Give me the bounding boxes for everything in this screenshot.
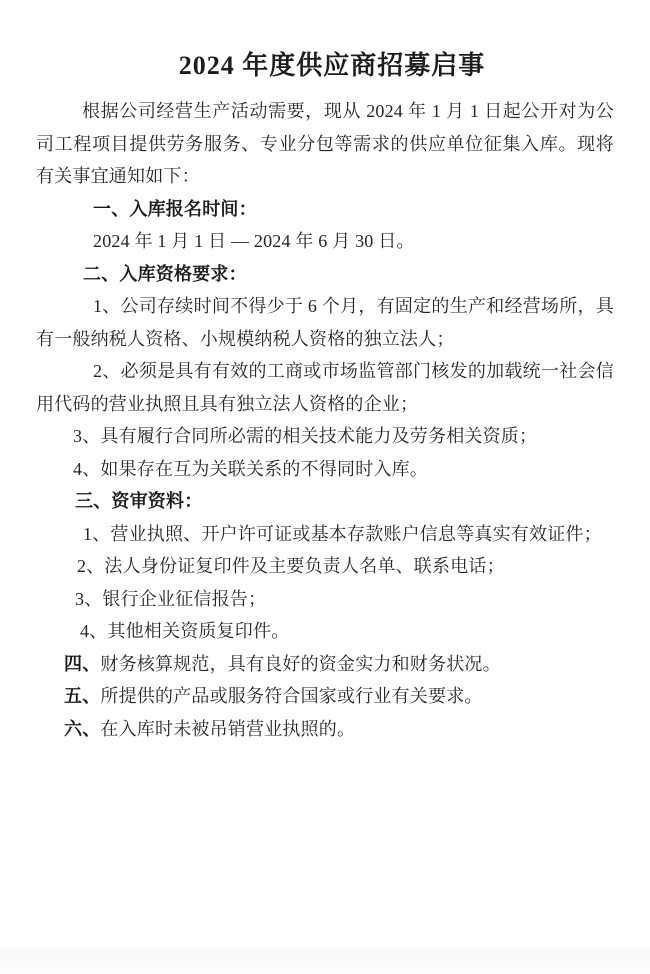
material-item-3: 3、银行企业征信报告； (75, 588, 267, 609)
section-4-text: 财务核算规范，具有良好的资金实力和财务状况。 (100, 653, 501, 674)
section-6-clause (36, 713, 614, 746)
section-3-heading: 三、资审资料： (75, 491, 203, 511)
document-page (0, 47, 650, 745)
enrollment-period: 2024 年 1 月 1 日 — 2024 年 6 月 30 日。 (93, 231, 415, 251)
material-item-2: 2、法人身份证复印件及主要负责人名单、联系电话； (77, 556, 505, 576)
requirement-item-3: 3、具有履行合同所必需的相关技术能力及劳务相关资质； (73, 426, 538, 446)
section-4-clause (36, 648, 614, 681)
section-6-marker: 六、 (64, 718, 101, 739)
section-2-heading: 二、入库资格要求： (83, 263, 247, 284)
document-title: 2024 年度供应商招募启事 (178, 51, 486, 80)
section-5-clause (36, 680, 614, 713)
section-6-text: 在入库时未被吊销营业执照的。 (100, 718, 356, 739)
requirement-item-4: 4、如果存在互为关联关系的不得同时入库。 (73, 458, 428, 479)
section-5-text: 所提供的产品或服务符合国家或行业有关要求。 (100, 686, 483, 706)
material-item-1: 1、营业执照、开户许可证或基本存款账户信息等真实有效证件； (83, 523, 602, 544)
requirement-item-2: 2、必须是具有有效的工商或市场监管部门核发的加载统一社会信用代码的营业执照且具有独立法人资格的企业； (36, 361, 614, 414)
requirement-item-1: 1、公司存续时间不得少于 6 个月，有固定的生产和经营场所，具有一般纳税人资格、小规模纳税人资格的独立法人； (36, 296, 614, 349)
section-4-marker: 四、 (64, 653, 101, 674)
section-1-heading: 一、入库报名时间： (93, 198, 257, 219)
section-5-marker: 五、 (64, 686, 101, 706)
material-item-4: 4、其他相关资质复印件。 (80, 621, 290, 641)
intro-paragraph: 根据公司经营生产活动需要，现从 2024 年 1 月 1 日起公开对为公司工程项目提供劳务服务、专业分包等需求的供应单位征集入库。现将有关事宜通知如下： (36, 101, 614, 186)
